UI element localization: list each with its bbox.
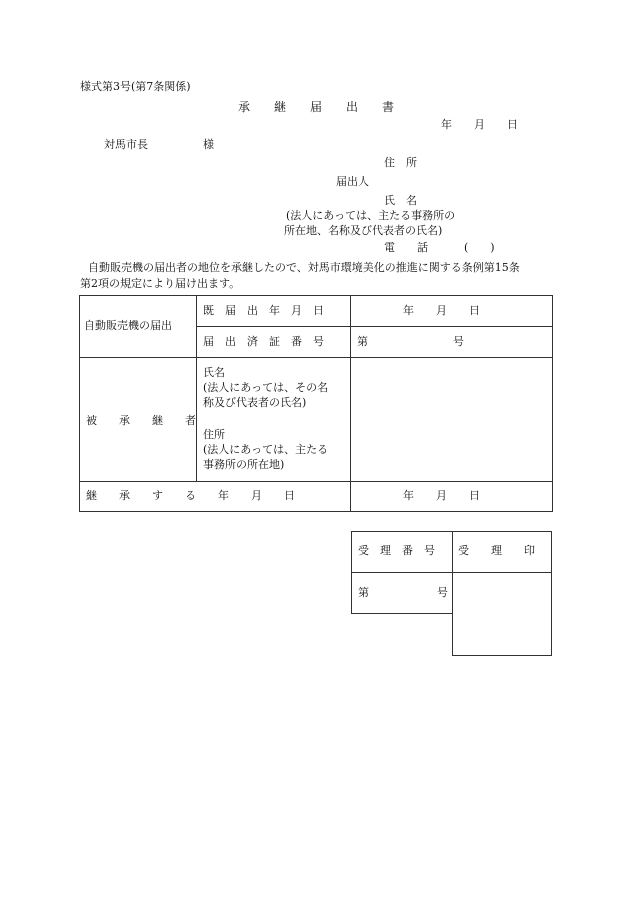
receipt-number-suffix: 号 xyxy=(437,586,448,599)
applicant-phone-paren: ( ) xyxy=(464,241,495,254)
receipt-number-label: 受 理 番 号 xyxy=(358,544,435,557)
body-text-line-2: 第2項の規定により届け出ます。 xyxy=(80,277,241,290)
applicant-corp-note-1: (法人にあっては、主たる事務所の xyxy=(286,209,456,222)
body-text-line-1: 自動販売機の届出者の地位を承継したので、対馬市環境美化の推進に関する条例第15条 xyxy=(88,261,520,274)
existing-date-label: 既 届 出 年 月 日 xyxy=(203,304,324,317)
submission-date: 年 月 日 xyxy=(441,118,518,131)
receipt-seal-label: 受 理 印 xyxy=(458,544,535,557)
predecessor-name-note-2: 称及び代表者の氏名) xyxy=(203,396,307,409)
predecessor-name-label: 氏名 xyxy=(203,366,225,379)
predecessor-header: 被 承 継 者 xyxy=(86,414,196,427)
applicant-phone-label: 電 話 xyxy=(384,241,428,254)
vending-machine-header: 自動販売機の届出 xyxy=(84,319,172,332)
predecessor-name-note-1: (法人にあっては、その名 xyxy=(203,381,329,394)
predecessor-address-label: 住所 xyxy=(203,428,225,441)
applicant-role-label: 届出人 xyxy=(336,175,369,188)
certificate-number-suffix: 号 xyxy=(453,335,464,348)
receipt-number-prefix: 第 xyxy=(358,586,369,599)
existing-date-value: 年 月 日 xyxy=(403,304,480,317)
form-number: 様式第3号(第7条関係) xyxy=(80,80,191,93)
applicant-corp-note-2: 所在地、名称及び代表者の氏名) xyxy=(284,224,443,237)
succession-date-value: 年 月 日 xyxy=(403,489,480,502)
applicant-name-label: 氏 名 xyxy=(384,194,417,207)
predecessor-address-note-1: (法人にあっては、主たる xyxy=(203,443,329,456)
addressee: 対馬市長 様 xyxy=(104,138,214,151)
page-title: 承 継 届 出 書 xyxy=(238,100,395,114)
certificate-number-prefix: 第 xyxy=(357,335,368,348)
applicant-address-label: 住 所 xyxy=(384,156,417,169)
predecessor-address-note-2: 事務所の所在地) xyxy=(203,458,285,471)
certificate-number-label: 届 出 済 証 番 号 xyxy=(203,335,324,348)
succession-date-label: 継 承 す る 年 月 日 xyxy=(86,489,295,502)
